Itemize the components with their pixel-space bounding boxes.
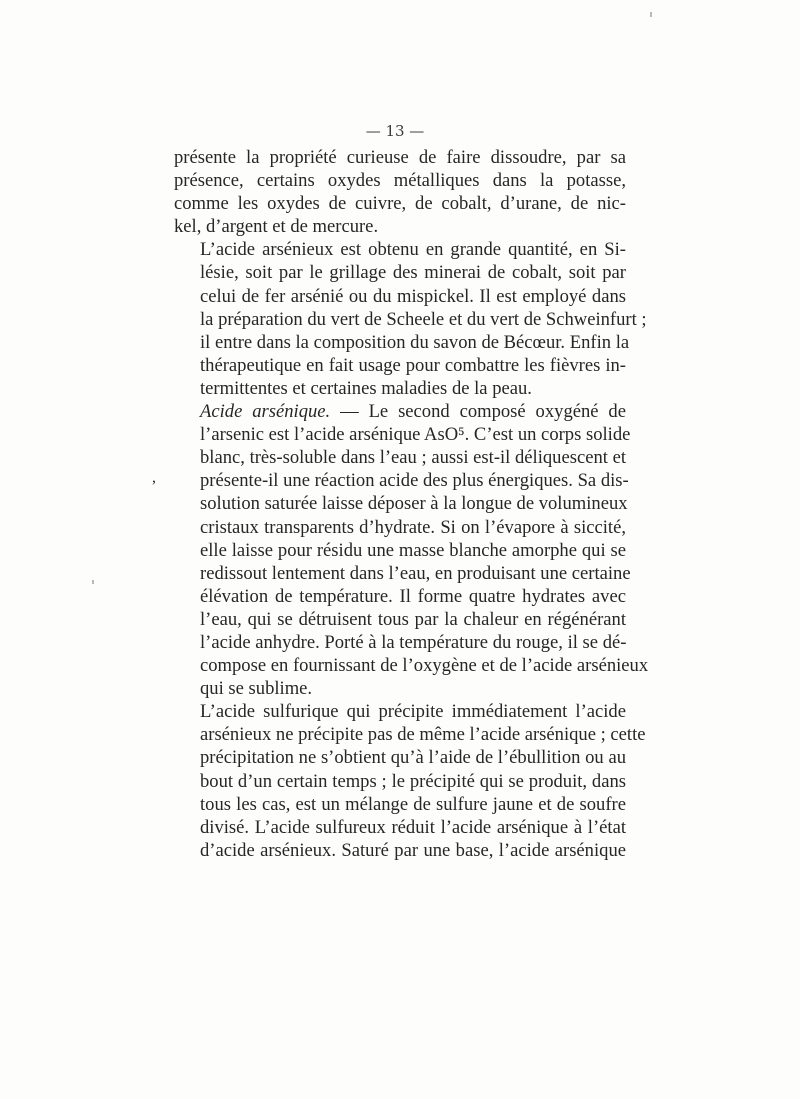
- text-line: thérapeutique en fait usage pour combattre les fièvres in-: [200, 354, 626, 376]
- text-line: comme les oxydes de cuivre, de cobalt, d’urane, de nic-: [174, 193, 626, 215]
- text-line: compose en fournissant de l’oxygène et de l’acide arsénieux: [200, 655, 649, 677]
- text-line: la préparation du vert de Scheele et du vert de Schweinfurt ;: [200, 308, 647, 330]
- text-line: tous les cas, est un mélange de sulfure jaune et de soufre: [200, 793, 626, 815]
- text-line: arsénieux ne précipite pas de même l’acide arsénique ; cette: [200, 724, 646, 746]
- page-number: — 13 —: [365, 122, 425, 140]
- marginal-mark: ,: [152, 469, 156, 486]
- text-line: qui se sublime.: [200, 678, 313, 700]
- text-line: celui de fer arsénié ou du mispickel. Il est employé dans: [200, 285, 626, 307]
- text-line: précipitation ne s’obtient qu’à l’aide de l’ébullition ou au: [200, 747, 626, 769]
- text-line: L’acide arsénieux est obtenu en grande quantité, en Si-: [200, 239, 626, 261]
- margin-speck: [650, 12, 652, 17]
- text-line: cristaux transparents d’hydrate. Si on l’évapore à siccité,: [200, 516, 626, 538]
- paragraph: [174, 700, 646, 862]
- text-line: elle laisse pour résidu une masse blanche amorphe qui se: [200, 539, 626, 561]
- text-line: l’acide anhydre. Porté à la température du rouge, il se dé-: [200, 631, 627, 653]
- text-line: l’eau, qui se détruisent tous par la chaleur en régénérant: [200, 608, 626, 630]
- text-line: présente-il une réaction acide des plus énergiques. Sa dis-: [200, 470, 629, 492]
- text-line: redissout lentement dans l’eau, en produisant une certaine: [200, 562, 631, 584]
- text-line: il entre dans la composition du savon de Bécœur. Enfin la: [200, 331, 630, 353]
- paragraph: [174, 238, 647, 400]
- text-line: divisé. L’acide sulfureux réduit l’acide arsénique à l’état: [200, 816, 626, 838]
- text-line: élévation de température. Il forme quatre hydrates avec: [200, 585, 626, 607]
- margin-speck: [92, 580, 94, 584]
- text-line: solution saturée laisse déposer à la longue de volumineux: [200, 493, 628, 515]
- text-line: [174, 400, 626, 423]
- text-line: d’acide arsénieux. Saturé par une base, l’acide arsénique: [200, 839, 626, 861]
- text-line: présence, certains oxydes métalliques dans la potasse,: [174, 170, 626, 192]
- text-line: l’arsenic est l’acide arsénique AsO⁵. C’est un corps solide: [200, 424, 631, 446]
- text-line: bout d’un certain temps ; le précipité qui se produit, dans: [200, 770, 626, 792]
- text-line: présente la propriété curieuse de faire dissoudre, par sa: [174, 147, 626, 168]
- text-line: kel, d’argent et de mercure.: [174, 216, 379, 238]
- section-heading: Acide arsénique.: [200, 401, 331, 423]
- text-line: lésie, soit par le grillage des minerai de cobalt, soit par: [200, 262, 626, 284]
- text-line: L’acide sulfurique qui précipite immédiatement l’acide: [200, 701, 626, 723]
- text-line-continuation: — Le second composé oxygéné de: [330, 401, 626, 423]
- paragraph: [174, 146, 626, 238]
- body-text: [174, 146, 649, 862]
- text-line: blanc, très-soluble dans l’eau ; aussi est-il déliquescent et: [200, 447, 626, 469]
- paragraph: [174, 400, 649, 700]
- text-line: termittentes et certaines maladies de la peau.: [200, 377, 532, 399]
